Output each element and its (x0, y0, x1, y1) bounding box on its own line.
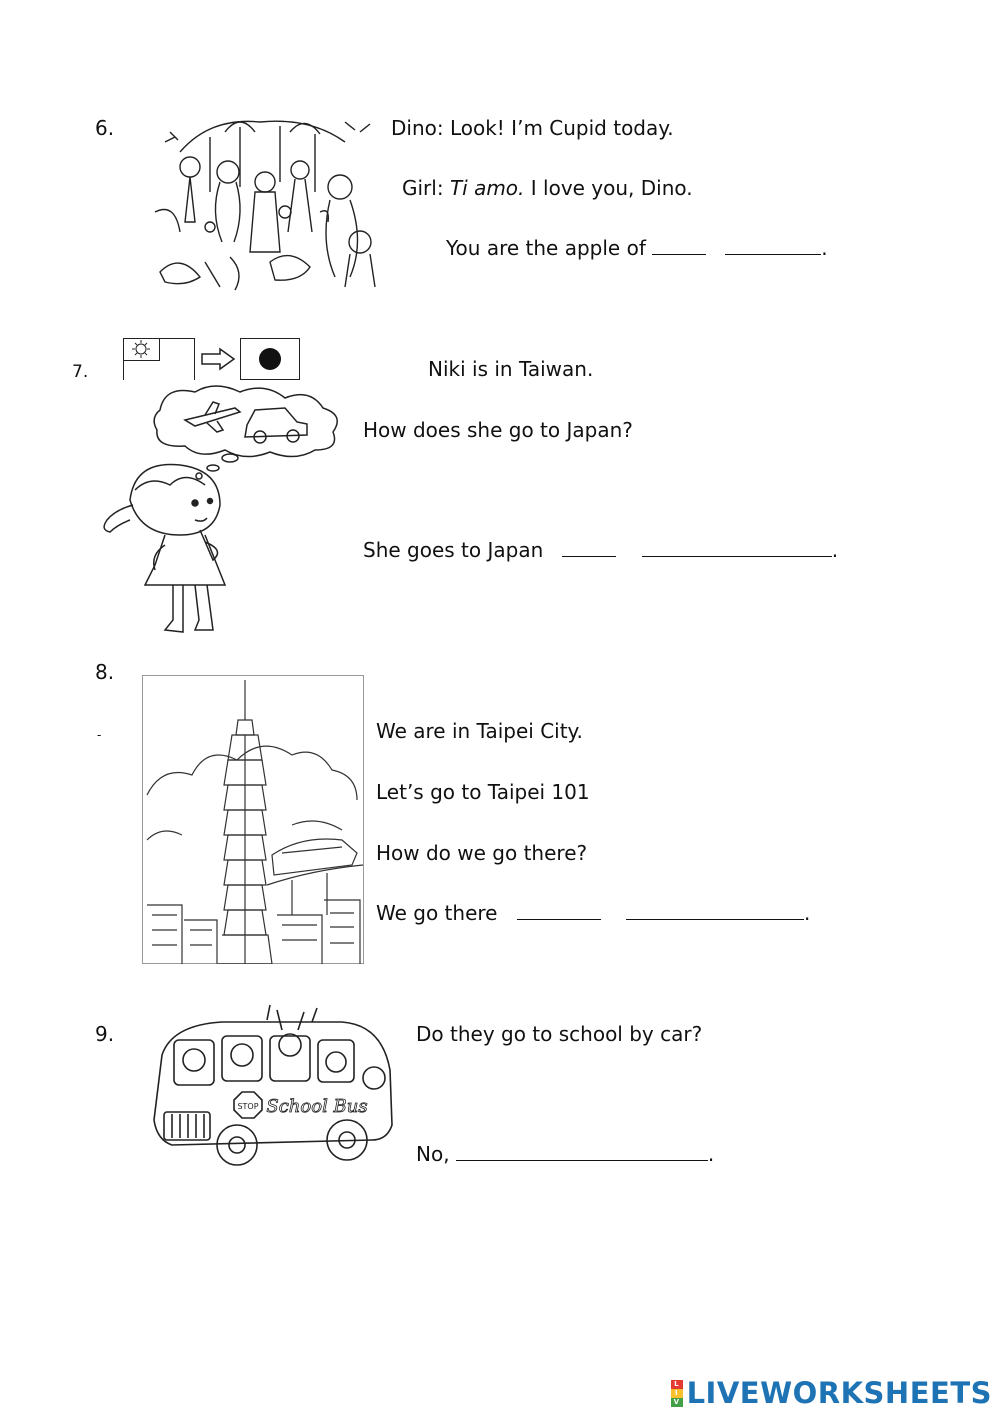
item-6-blank-2[interactable] (725, 236, 821, 255)
item-6-line-1: Dino: Look! I’m Cupid today. (391, 116, 674, 140)
badge-letter-l: L (671, 1380, 683, 1389)
girl-thinking-illustration (95, 380, 345, 642)
item-6-number: 6. (95, 116, 115, 140)
item-7-line-3 (363, 538, 838, 562)
item-8-blank-2[interactable] (626, 901, 804, 920)
item-6-period: . (821, 236, 828, 260)
item-8-number: 8. (95, 660, 115, 684)
item-9-line-2-text: No, (416, 1142, 450, 1166)
carnival-illustration (150, 112, 380, 294)
item-6-line-2-suffix: I love you, Dino. (524, 176, 693, 200)
item-6-line-2-prefix: Girl: (402, 176, 450, 200)
bus-stop-sign-text: STOP (237, 1102, 259, 1111)
bus-side-text: School Bus (266, 1096, 368, 1117)
japan-flag-icon (240, 338, 300, 380)
item-9-blank-1[interactable] (456, 1142, 708, 1161)
item-6-line-2-italic: Ti amo. (449, 176, 525, 200)
item-9-line-1: Do they go to school by car? (416, 1022, 703, 1046)
item-8-blank-1[interactable] (517, 901, 601, 920)
item-7-line-3-text: She goes to Japan (363, 538, 544, 562)
item-8-line-1: We are in Taipei City. (376, 719, 583, 743)
liveworksheets-badge-icon (671, 1380, 683, 1407)
item-6-line-3-text: You are the apple of (446, 236, 646, 260)
item-7-blank-2[interactable] (642, 538, 832, 557)
item-8-line-4 (376, 901, 810, 925)
school-bus-illustration (142, 1000, 404, 1180)
item-7-line-2: How does she go to Japan? (363, 418, 633, 442)
liveworksheets-logo[interactable] (671, 1376, 992, 1410)
item-9-number: 9. (95, 1022, 115, 1046)
badge-letter-i: I (671, 1389, 683, 1398)
item-7-line-1: Niki is in Taiwan. (428, 357, 594, 381)
item-8-line-4-text: We go there (376, 901, 498, 925)
taiwan-flag-icon (123, 338, 195, 382)
item-9-line-2 (416, 1142, 714, 1166)
item-7-period: . (831, 538, 839, 562)
arrow-right-icon (200, 347, 236, 371)
item-6-line-2 (402, 176, 693, 200)
liveworksheets-brand-text: LIVEWORKSHEETS (686, 1376, 992, 1410)
item-8-line-3: How do we go there? (376, 841, 588, 865)
badge-letter-v: V (671, 1398, 683, 1407)
item-8-line-2: Let’s go to Taipei 101 (376, 780, 590, 804)
item-8-dash: - (97, 728, 102, 742)
item-7-blank-1[interactable] (562, 538, 616, 557)
taipei-101-illustration (142, 675, 364, 964)
item-9-period: . (707, 1142, 715, 1166)
item-6-blank-1[interactable] (652, 236, 706, 255)
item-8-period: . (803, 901, 811, 925)
item-7-number: 7. (72, 362, 89, 382)
item-6-line-3 (446, 236, 828, 260)
